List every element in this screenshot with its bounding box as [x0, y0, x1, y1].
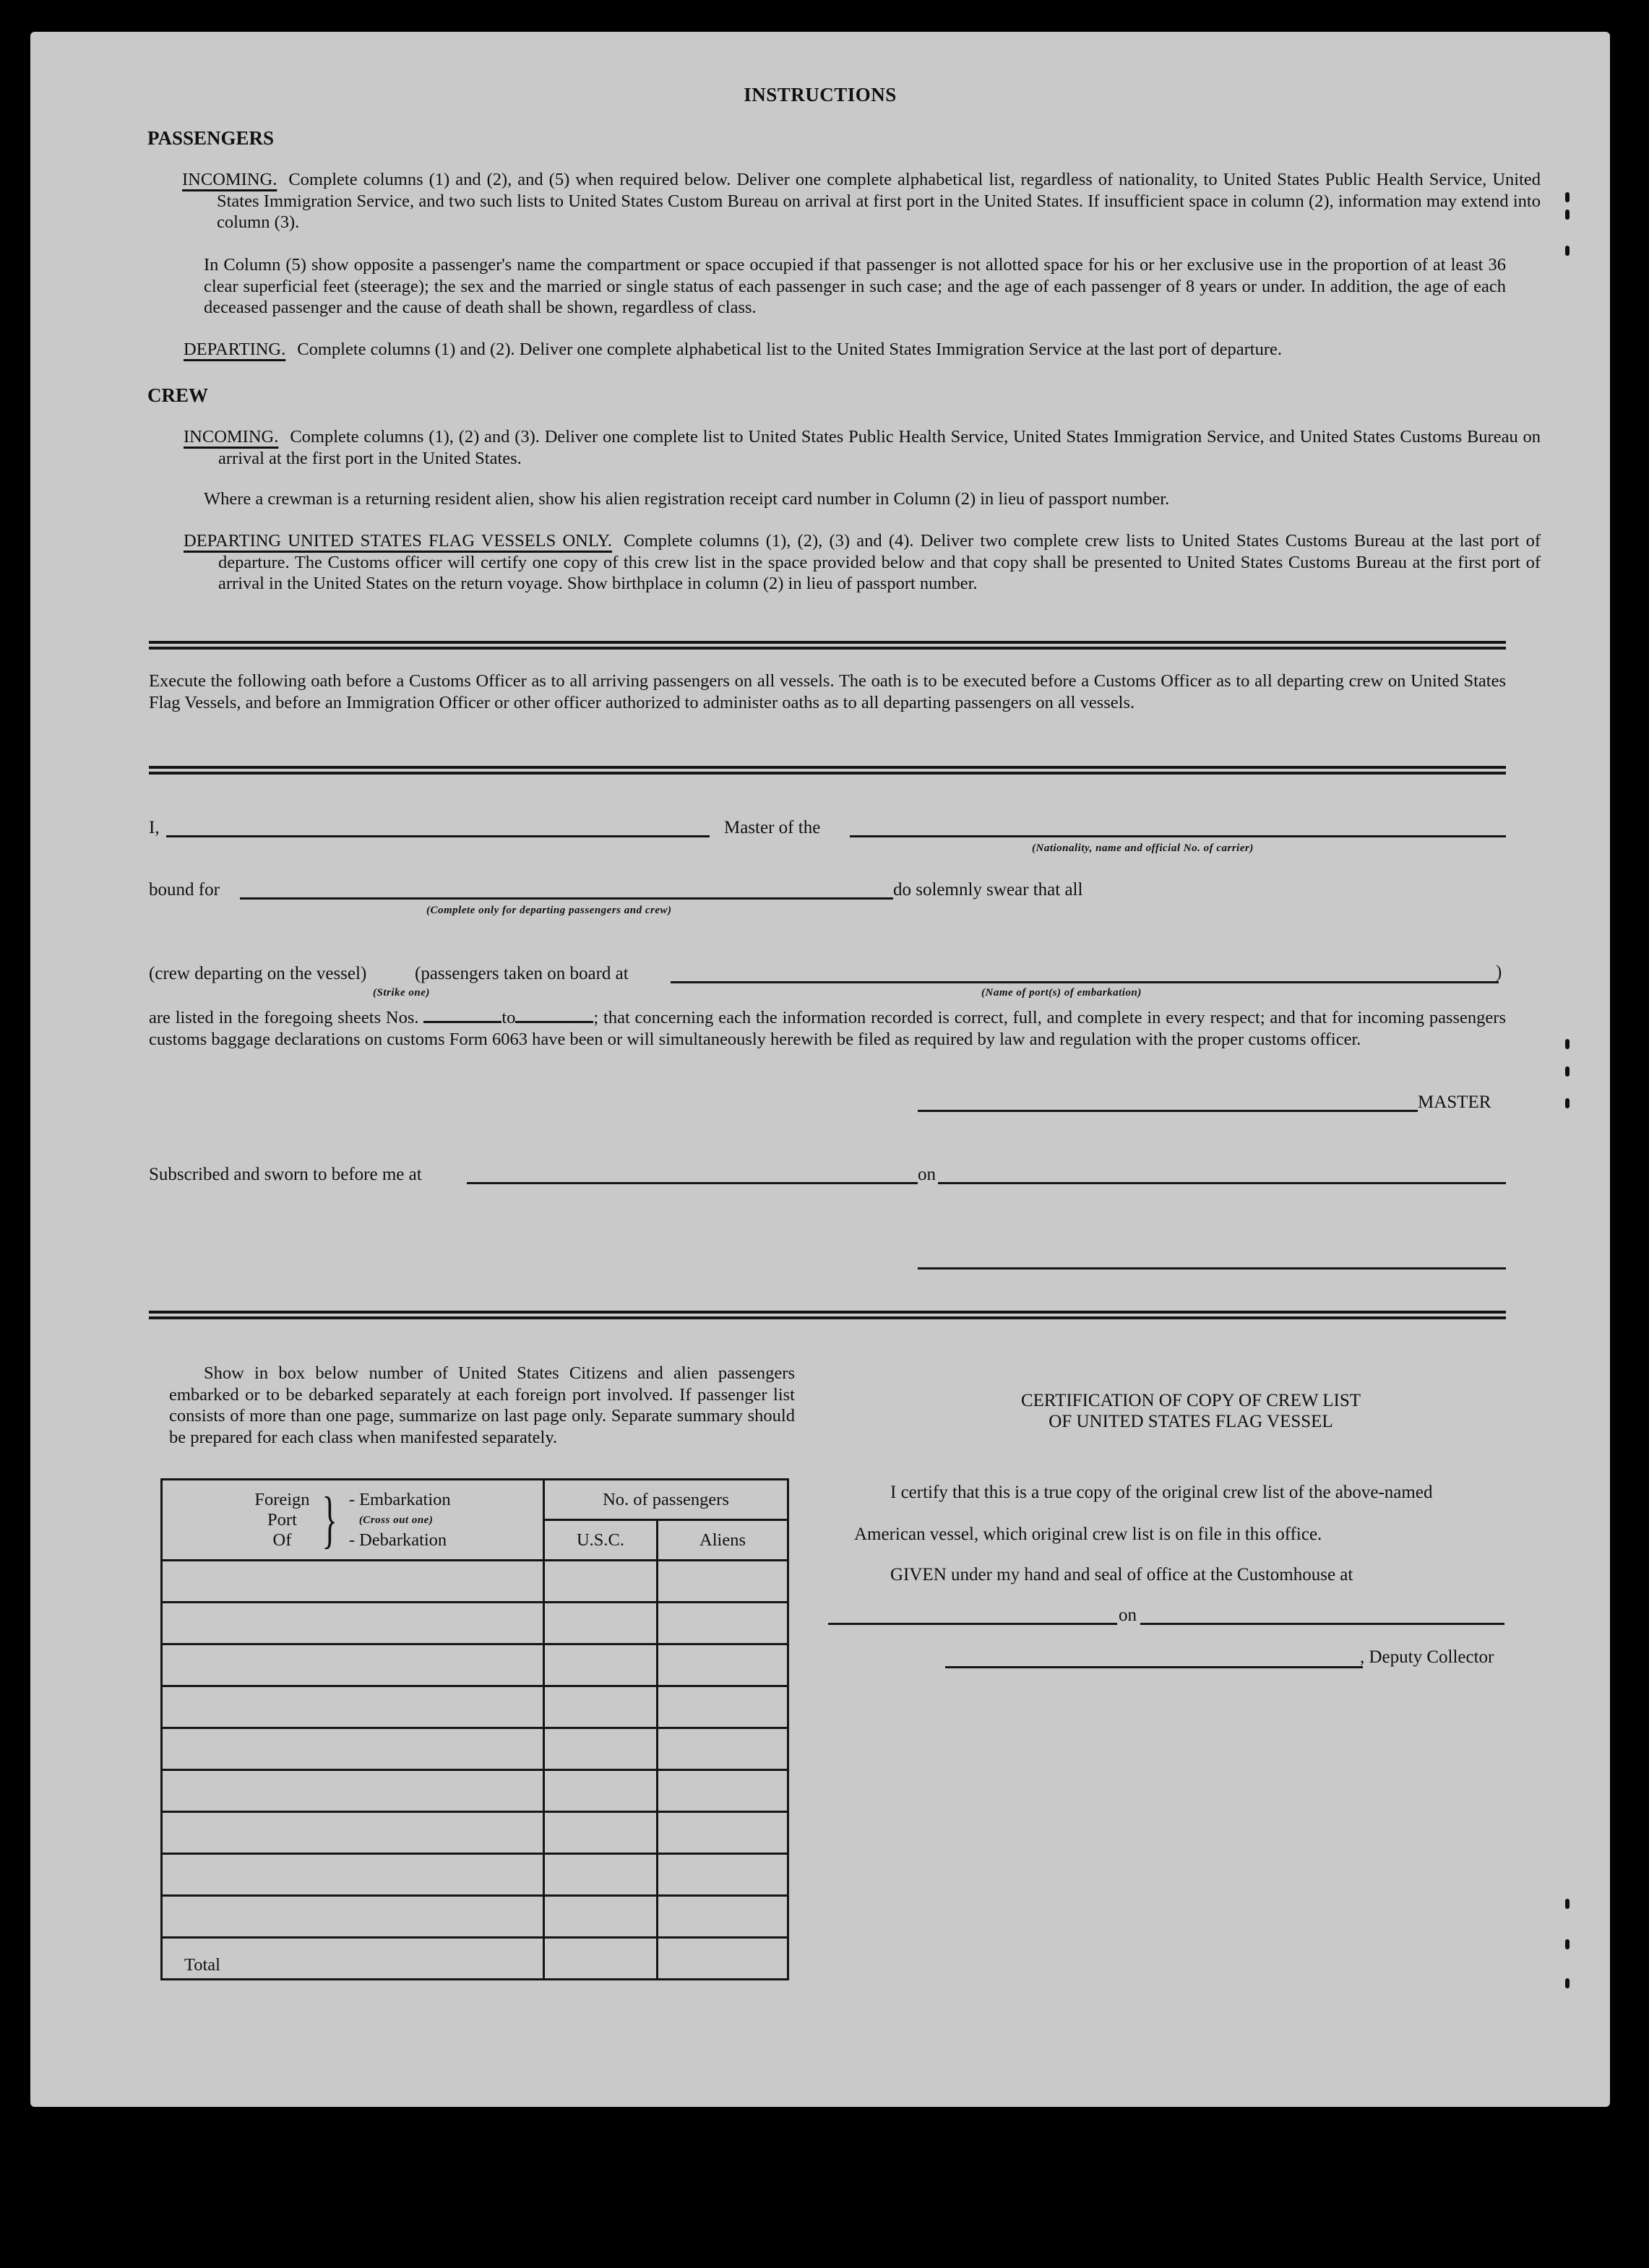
section-divider: [149, 1311, 1506, 1319]
total-aliens-cell[interactable]: [658, 1938, 788, 1980]
summary-aliens-cell[interactable]: [658, 1603, 788, 1644]
total-usc-cell[interactable]: [544, 1938, 658, 1980]
subscribed-date-field[interactable]: [938, 1182, 1506, 1184]
bound-for-label: bound for: [149, 880, 220, 900]
master-label: MASTER: [1418, 1092, 1491, 1112]
crew-incoming-label: INCOMING.: [184, 427, 279, 447]
edge-mark: [1565, 1978, 1570, 1988]
certification-date-field[interactable]: [1140, 1623, 1504, 1625]
total-label: Total: [162, 1938, 544, 1980]
listed-prefix: are listed in the foregoing sheets Nos.: [149, 1008, 419, 1027]
summary-port-cell[interactable]: [162, 1896, 544, 1938]
given-text: GIVEN under my hand and seal of office at the Customhouse at: [890, 1565, 1353, 1584]
bound-for-field[interactable]: [240, 897, 893, 900]
summary-port-cell[interactable]: [162, 1728, 544, 1770]
embarkation-option[interactable]: - Embarkation: [348, 1489, 451, 1509]
certification-title-line2: OF UNITED STATES FLAG VESSEL: [1049, 1412, 1333, 1431]
summary-row: [162, 1770, 788, 1812]
passengers-incoming-paragraph: [182, 169, 1541, 233]
crew-incoming-text: Complete columns (1), (2) and (3). Deliver one complete list to United States Public Health Service, United States Immigration Service, and United States Customs Bureau on arrival at the first port in the United States.: [218, 427, 1541, 468]
customhouse-field[interactable]: [828, 1623, 1117, 1625]
port-header-cell: [162, 1480, 544, 1561]
foreign-label: Foreign: [254, 1489, 310, 1509]
summary-usc-cell[interactable]: [544, 1686, 658, 1728]
summary-usc-cell[interactable]: [544, 1561, 658, 1603]
summary-usc-cell[interactable]: [544, 1854, 658, 1896]
summary-port-cell[interactable]: [162, 1603, 544, 1644]
master-signature-field[interactable]: [918, 1110, 1418, 1112]
summary-aliens-cell[interactable]: [658, 1561, 788, 1603]
summary-port-cell[interactable]: [162, 1812, 544, 1854]
certification-title: [866, 1390, 1516, 1432]
sheet-from-field[interactable]: [423, 1008, 501, 1023]
crew-heading: CREW: [147, 384, 209, 406]
close-paren: ): [1496, 962, 1502, 982]
summary-row: [162, 1812, 788, 1854]
summary-port-cell[interactable]: [162, 1644, 544, 1686]
certify-text-1: I certify that this is a true copy of the original crew list of the above-named: [890, 1483, 1433, 1502]
summary-row: [162, 1686, 788, 1728]
aliens-header: Aliens: [658, 1520, 788, 1561]
passengers-heading: PASSENGERS: [147, 127, 275, 149]
carrier-field[interactable]: [850, 835, 1506, 837]
brace-icon: }: [322, 1484, 337, 1555]
no-of-passengers-header: No. of passengers: [544, 1480, 788, 1520]
edge-mark: [1565, 210, 1570, 220]
summary-usc-cell[interactable]: [544, 1603, 658, 1644]
passengers-column5-paragraph: In Column (5) show opposite a passenger's name the compartment or space occupied if that passenger is not allotted space for his or her exclusive use in the proportion of at least 36 clear superficial feet (steerage); the sex and the married or single status of each passenger in such case; and the age of each passenger of 8 years or under. In addition, the age of each deceased passenger and the cause of death shall be shown, regardless of class.: [204, 255, 1506, 317]
subscribed-label: Subscribed and sworn to before me at: [149, 1165, 422, 1184]
sheet-to-field[interactable]: [515, 1008, 593, 1023]
oath-i-label: I,: [149, 818, 160, 837]
passenger-summary-table: [160, 1478, 789, 1980]
summary-usc-cell[interactable]: [544, 1812, 658, 1854]
edge-mark: [1565, 1066, 1570, 1077]
strike-caption: (Strike one): [373, 987, 430, 999]
passengers-departing-label: DEPARTING.: [184, 340, 286, 359]
master-name-field[interactable]: [166, 835, 710, 837]
section-divider: [149, 641, 1506, 650]
summary-aliens-cell[interactable]: [658, 1686, 788, 1728]
summary-aliens-cell[interactable]: [658, 1728, 788, 1770]
summary-row: [162, 1728, 788, 1770]
subscribed-place-field[interactable]: [467, 1182, 918, 1184]
swear-label: do solemnly swear that all: [893, 880, 1083, 900]
edge-mark: [1565, 1039, 1570, 1049]
passengers-incoming-label: INCOMING.: [182, 170, 277, 189]
deputy-signature-field[interactable]: [945, 1666, 1363, 1668]
summary-port-cell[interactable]: [162, 1854, 544, 1896]
crew-departing-paragraph: [184, 530, 1541, 595]
summary-instructions: Show in box below number of United States Citizens and alien passengers embarked or to be debarked separately at each foreign port involved. If passenger list consists of more than one page, summarize on last page only. Separate summary should be prepared for each class when manifested separately.: [169, 1363, 795, 1447]
port-caption: (Name of port(s) of embarkation): [981, 987, 1142, 999]
subscribed-on-label: on: [918, 1165, 936, 1184]
summary-row: [162, 1644, 788, 1686]
oath-instructions: Execute the following oath before a Customs Officer as to all arriving passengers on all vessels. The oath is to be executed before a Customs Officer as to all departing crew on United States Flag Vessels, and before an Immigration Officer or other officer authorized to administer oaths as to all departing passengers on all vessels.: [149, 671, 1506, 712]
listed-paragraph: [149, 1007, 1506, 1050]
edge-mark: [1565, 1098, 1570, 1108]
certification-title-line1: CERTIFICATION OF COPY OF CREW LIST: [1020, 1391, 1361, 1410]
master-of-label: Master of the: [724, 818, 821, 837]
deputy-collector-label: , Deputy Collector: [1360, 1647, 1494, 1667]
passengers-incoming-text: Complete columns (1) and (2), and (5) when required below. Deliver one complete alphabetical list, regardless of nationality, to United States Public Health Service, United States Immigration Service, and two such lists to United States Custom Bureau on arrival at first port in the United States. If insufficient space in column (2), information may extend into column (3).: [217, 170, 1541, 232]
summary-row: [162, 1603, 788, 1644]
edge-mark: [1565, 246, 1570, 256]
summary-aliens-cell[interactable]: [658, 1770, 788, 1812]
summary-port-cell[interactable]: [162, 1686, 544, 1728]
passengers-departing-paragraph: [184, 339, 1506, 361]
summary-port-cell[interactable]: [162, 1770, 544, 1812]
summary-aliens-cell[interactable]: [658, 1812, 788, 1854]
summary-usc-cell[interactable]: [544, 1644, 658, 1686]
officer-signature-field[interactable]: [918, 1267, 1506, 1269]
of-label: Of: [272, 1530, 292, 1550]
crew-incoming-paragraph: [184, 426, 1541, 469]
debarkation-option[interactable]: - Debarkation: [348, 1530, 447, 1550]
edge-mark: [1565, 192, 1570, 202]
carrier-caption: (Nationality, name and official No. of carrier): [1032, 842, 1254, 854]
instructions-title: INSTRUCTIONS: [744, 84, 897, 105]
listed-to: to: [501, 1008, 516, 1027]
summary-row: [162, 1561, 788, 1603]
certify-text-2: American vessel, which original crew list is on file in this office.: [854, 1525, 1322, 1544]
crew-departing-option[interactable]: (crew departing on the vessel): [149, 964, 367, 983]
embarkation-port-field[interactable]: [671, 981, 1499, 983]
port-label: Port: [267, 1509, 297, 1530]
summary-aliens-cell[interactable]: [658, 1854, 788, 1896]
certification-on-label: on: [1119, 1605, 1137, 1625]
summary-row: [162, 1854, 788, 1896]
crew-departing-text: Complete columns (1), (2), (3) and (4). Deliver two complete crew lists to United States Customs Bureau at the last port of departure. The Customs officer will certify one copy of this crew list in the space provided below and that copy shall be presented to United States Customs Bureau at the first port of arrival in the United States on the return voyage. Show birthplace in column (2) in lieu of passport number.: [218, 531, 1541, 593]
summary-usc-cell[interactable]: [544, 1896, 658, 1938]
section-divider: [149, 766, 1506, 775]
summary-aliens-cell[interactable]: [658, 1644, 788, 1686]
cross-out-caption: (Cross out one): [358, 1514, 434, 1526]
summary-aliens-cell[interactable]: [658, 1896, 788, 1938]
edge-mark: [1565, 1899, 1570, 1909]
bound-for-caption: (Complete only for departing passengers and crew): [426, 905, 672, 916]
summary-row: [162, 1896, 788, 1938]
summary-port-cell[interactable]: [162, 1561, 544, 1603]
passengers-board-option[interactable]: (passengers taken on board at: [415, 964, 629, 983]
form-page: [30, 32, 1610, 2107]
summary-usc-cell[interactable]: [544, 1728, 658, 1770]
passengers-departing-text: Complete columns (1) and (2). Deliver one complete alphabetical list to the United States Immigration Service at the last port of departure.: [297, 340, 1282, 359]
crew-departing-label: DEPARTING UNITED STATES FLAG VESSELS ONLY.: [184, 531, 613, 551]
edge-mark: [1565, 1939, 1570, 1949]
usc-header: U.S.C.: [544, 1520, 658, 1561]
listed-rest: ; that concerning each the information recorded is correct, full, and complete in every respect; and that for incoming passengers customs baggage declarations on customs Form 6063 have been or will simultaneously herewith be filed as required by law and regulation with the proper customs officer.: [149, 1008, 1507, 1049]
crew-resident-paragraph: Where a crewman is a returning resident alien, show his alien registration receipt card number in Column (2) in lieu of passport number.: [204, 489, 1170, 509]
summary-usc-cell[interactable]: [544, 1770, 658, 1812]
